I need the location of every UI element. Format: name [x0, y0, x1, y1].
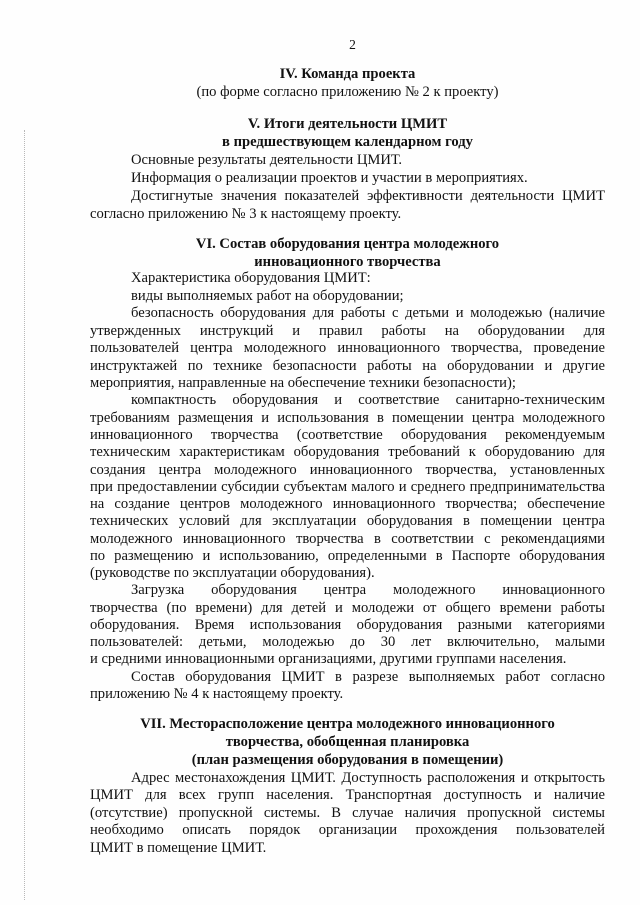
section-6-line-10: инновационного творчества (соответствие оборудования рекомендуемым [90, 427, 605, 443]
section-7-line-1: Адрес местонахождения ЦМИТ. Доступность расположения и открытость [131, 770, 605, 786]
section-6-line-7: мероприятия, направленные на обеспечение техники безопасности); [90, 375, 516, 391]
section-6-line-5: пользователей центра молодежного инновационного творчества, проведение [90, 340, 605, 356]
section-6-line-19: Загрузка оборудования центра молодежного инновационного [131, 582, 605, 598]
section-7-line-2: ЦМИТ для всех групп населения. Транспортная доступность и наличие [90, 787, 605, 803]
section-6-line-25: приложению № 4 к настоящему проекту. [90, 686, 344, 702]
section-5-paragraph-3-line-1: Достигнутые значения показателей эффективности деятельности ЦМИТ [131, 188, 605, 204]
section-6-line-22: пользователей: детьми, молодежью до 30 лет включительно, малыми [90, 634, 605, 650]
section-4-title: IV. Команда проекта [279, 66, 416, 82]
section-6-line-16: молодежного инновационного творчества в соответствии с рекомендациями [90, 531, 605, 547]
section-7-line-3: (отсутствие) пропускной системы. В случае наличия пропускной системы [90, 805, 605, 821]
section-6-line-20: творчества (по времени) для детей и молодежи от общего времени работы [90, 600, 605, 616]
section-4-subtitle: (по форме согласно приложению № 2 к проекту) [196, 84, 499, 100]
section-5-paragraph-2: Информация о реализации проектов и участии в мероприятиях. [131, 170, 528, 186]
section-6-line-21: оборудования. Время использования оборудования разными категориями [90, 617, 605, 633]
section-6-line-4: утвержденных инструкций и правил работы на оборудовании для [90, 323, 605, 339]
section-7-title-line-2: творчества, обобщенная планировка [225, 734, 470, 750]
section-6-line-8: компактность оборудования и соответствие санитарно-техническим [131, 392, 605, 408]
section-6-line-24: Состав оборудования ЦМИТ в разрезе выполняемых работ согласно [131, 669, 605, 685]
section-6-title-line-1: VI. Состав оборудования центра молодежного [195, 236, 500, 252]
section-6-line-3: безопасность оборудования для работы с детьми и молодежью (наличие [131, 305, 605, 321]
section-5-title-line-1: V. Итоги деятельности ЦМИТ [247, 116, 448, 132]
section-6-line-15: технических условий для эксплуатации оборудования в помещении центра [90, 513, 605, 529]
section-6-line-9: требованиям размещения и использования в помещении центра молодежного [90, 410, 605, 426]
section-7-title-line-1: VII. Месторасположение центра молодежного инновационного [140, 716, 555, 732]
section-6-line-13: при предоставлении субсидии субъектам малого и среднего предпринимательства [90, 479, 605, 495]
section-5-title-line-2: в предшествующем календарном году [222, 134, 473, 150]
section-6-line-6: инструктажей по технике безопасности работы на оборудовании и другие [90, 358, 605, 374]
section-6-line-17: по размещению и использованию, определенными в Паспорте оборудования [90, 548, 605, 564]
section-6-line-1: Характеристика оборудования ЦМИТ: [131, 270, 371, 286]
section-6-line-11: техническим характеристикам оборудования требований к оборудованию для [90, 444, 605, 460]
section-6-line-12: создания центра молодежного инновационного творчества, установленных [90, 462, 605, 478]
section-6-title-line-2: инновационного творчества [254, 254, 441, 270]
section-6-line-14: на создание центров молодежного инновационного творчества; обеспечение [90, 496, 605, 512]
section-6-line-18: (руководстве по эксплуатации оборудования). [90, 565, 375, 581]
scan-margin-dots [24, 130, 25, 900]
section-6-line-23: и средними инновационными организациями, другими группами населения. [90, 651, 567, 667]
page-number: 2 [349, 37, 356, 52]
section-6-line-2: виды выполняемых работ на оборудовании; [131, 288, 404, 304]
section-5-paragraph-3-line-2: согласно приложению № 3 к настоящему проекту. [90, 206, 402, 222]
section-7-line-5: ЦМИТ в помещение ЦМИТ. [90, 840, 267, 856]
section-7-title-line-3: (план размещения оборудования в помещении) [191, 752, 504, 768]
section-7-line-4: необходимо описать порядок организации прохождения пользователей [90, 822, 605, 838]
section-5-paragraph-1: Основные результаты деятельности ЦМИТ. [131, 152, 403, 168]
